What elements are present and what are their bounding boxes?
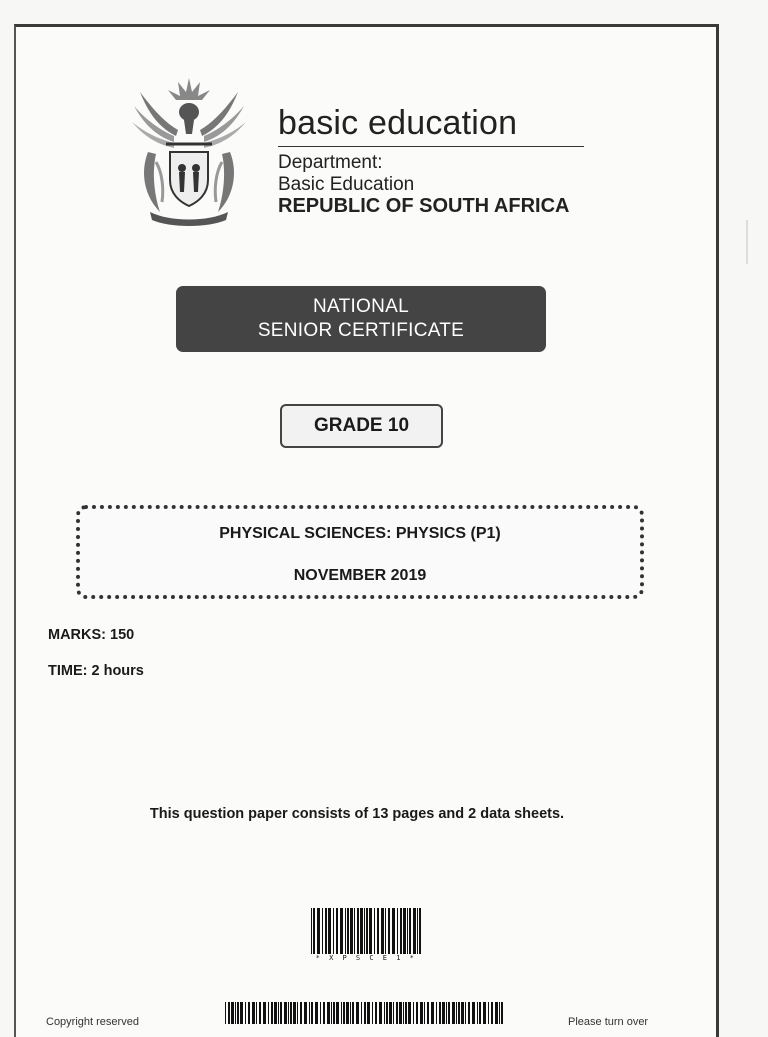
certificate-line-1: NATIONAL [312, 296, 409, 317]
barcode-bar [280, 1002, 282, 1024]
barcode-bar [366, 908, 368, 954]
barcode-bar [403, 1002, 404, 1024]
barcode-bar [417, 908, 418, 954]
barcode-bar [389, 1002, 392, 1024]
barcode-bar [346, 1002, 349, 1024]
barcode-bar [271, 1002, 273, 1024]
barcode-bar [345, 908, 346, 954]
barcode-bar [399, 1002, 402, 1024]
barcode-bar [385, 908, 386, 954]
barcode-bar [419, 908, 421, 954]
barcode-bar [477, 1002, 478, 1024]
footer-left: Copyright reserved [46, 1016, 139, 1028]
barcode-bar [340, 908, 343, 954]
barcode-bar [315, 1002, 318, 1024]
barcode-bar [413, 1002, 414, 1024]
brand-title: basic education [278, 104, 518, 142]
grade-badge: GRADE 10 [280, 404, 443, 448]
barcode-bar [357, 908, 359, 954]
barcode-bar [235, 1002, 236, 1024]
barcode-bar [479, 1002, 481, 1024]
barcode-bar [336, 908, 338, 954]
barcode-bar [384, 1002, 385, 1024]
barcode-bar [322, 908, 323, 954]
barcode-bar [379, 1002, 382, 1024]
subject-title: PHYSICAL SCIENCES: PHYSICS (P1) [219, 525, 501, 542]
barcode-bar [483, 1002, 486, 1024]
barcode-bar [436, 1002, 437, 1024]
barcode-bar [304, 1002, 307, 1024]
barcode-bar [413, 908, 416, 954]
barcode-bar [465, 1002, 466, 1024]
barcode-bar [268, 1002, 269, 1024]
barcode-bar [461, 1002, 464, 1024]
certificate-banner [176, 286, 546, 352]
barcode-bar [491, 1002, 493, 1024]
barcode-bar [364, 908, 365, 954]
barcode-bar [347, 908, 349, 954]
barcode-bar [409, 908, 411, 954]
barcode-bar [341, 1002, 342, 1024]
barcode-bar [259, 1002, 261, 1024]
barcode-bar [354, 908, 355, 954]
barcode-bar [361, 1002, 362, 1024]
barcode-bar [381, 908, 384, 954]
barcode-bar [396, 1002, 398, 1024]
barcode-bar [300, 1002, 302, 1024]
barcode-bar [288, 1002, 289, 1024]
barcode-bar [311, 1002, 313, 1024]
barcode-bar [407, 908, 408, 954]
barcode-bar [333, 908, 334, 954]
barcode-bar [386, 1002, 388, 1024]
barcode-bar [240, 1002, 243, 1024]
barcode-bar [456, 1002, 457, 1024]
subject-box [76, 505, 644, 599]
barcode-bar [293, 1002, 296, 1024]
barcode-bar [256, 1002, 257, 1024]
barcode-bar [317, 908, 320, 954]
department-label: Department: [278, 152, 383, 173]
barcode-bar [352, 1002, 354, 1024]
barcode-bar [367, 1002, 370, 1024]
barcode-bar [405, 1002, 407, 1024]
barcode-bar [424, 1002, 425, 1024]
certificate-line-2: SENIOR CERTIFICATE [257, 320, 465, 341]
barcode-bar [495, 1002, 498, 1024]
barcode-bar [356, 1002, 359, 1024]
department-name: Basic Education [278, 174, 415, 195]
barcode-bar [364, 1002, 366, 1024]
barcode-bar [350, 908, 353, 954]
pages-note: This question paper consists of 13 pages and 2 data sheets. [149, 806, 565, 822]
barcode-bar [372, 1002, 373, 1024]
barcode-bar [278, 1002, 279, 1024]
barcode-bar [325, 908, 327, 954]
barcode-bar [297, 1002, 298, 1024]
barcode-bar [327, 1002, 330, 1024]
coat-of-arms-icon [126, 72, 252, 230]
barcode-bar [313, 908, 315, 954]
barcode-bar [408, 1002, 411, 1024]
barcode-text: * X P S C E 1 * [315, 954, 417, 962]
barcode-bar [333, 1002, 335, 1024]
barcode-bar [442, 1002, 445, 1024]
barcode-bar [452, 1002, 455, 1024]
barcode-bar [328, 908, 331, 954]
barcode-bar [388, 908, 390, 954]
barcode-bar [245, 1002, 246, 1024]
barcode-bar [350, 1002, 351, 1024]
footer-right: Please turn over [568, 1016, 649, 1028]
barcode-bar [323, 1002, 325, 1024]
barcode-bar [274, 1002, 277, 1024]
barcode-bar [248, 1002, 250, 1024]
barcode-bar [252, 1002, 255, 1024]
barcode-bar [458, 1002, 460, 1024]
barcode-bar [225, 1002, 226, 1024]
barcode-bar [446, 1002, 447, 1024]
barcode-bar [501, 1002, 503, 1024]
barcode-bar [397, 908, 398, 954]
barcode-bar [427, 1002, 429, 1024]
barcode-bar [499, 1002, 500, 1024]
barcode-bar [392, 908, 395, 954]
barcode-bar [377, 908, 379, 954]
barcode-bar [416, 1002, 418, 1024]
country-name: REPUBLIC OF SOUTH AFRICA [278, 195, 570, 217]
barcode-bar [472, 1002, 475, 1024]
barcode-bar [420, 1002, 423, 1024]
barcode-bar [320, 1002, 321, 1024]
barcode-bar [360, 908, 363, 954]
scan-artifact [740, 220, 748, 264]
brand-rule [278, 146, 584, 147]
barcode-bar [468, 1002, 470, 1024]
time-label: TIME: 2 hours [48, 663, 144, 679]
barcode-bar [369, 908, 372, 954]
barcode-bar [403, 908, 406, 954]
barcode-bar [439, 1002, 441, 1024]
barcode-bar [311, 908, 312, 954]
barcode-bar [336, 1002, 339, 1024]
barcode-bar [309, 1002, 310, 1024]
barcode-bar [488, 1002, 489, 1024]
barcode-bar [263, 1002, 266, 1024]
barcode-bar [400, 908, 402, 954]
barcode-bar [431, 1002, 434, 1024]
exam-session: NOVEMBER 2019 [293, 567, 427, 584]
barcode-bar [448, 1002, 450, 1024]
barcode-bar [375, 1002, 377, 1024]
barcode-bar [237, 1002, 239, 1024]
barcode-bar [393, 1002, 394, 1024]
barcode-bar [343, 1002, 345, 1024]
barcode-bar [231, 1002, 234, 1024]
barcode-icon [310, 908, 422, 954]
barcode-icon [224, 1002, 504, 1024]
barcode-bar [228, 1002, 230, 1024]
barcode-bar [290, 1002, 292, 1024]
barcode-bar [284, 1002, 287, 1024]
barcode-bar [331, 1002, 332, 1024]
marks-label: MARKS: 150 [48, 627, 135, 643]
barcode-bar [374, 908, 375, 954]
